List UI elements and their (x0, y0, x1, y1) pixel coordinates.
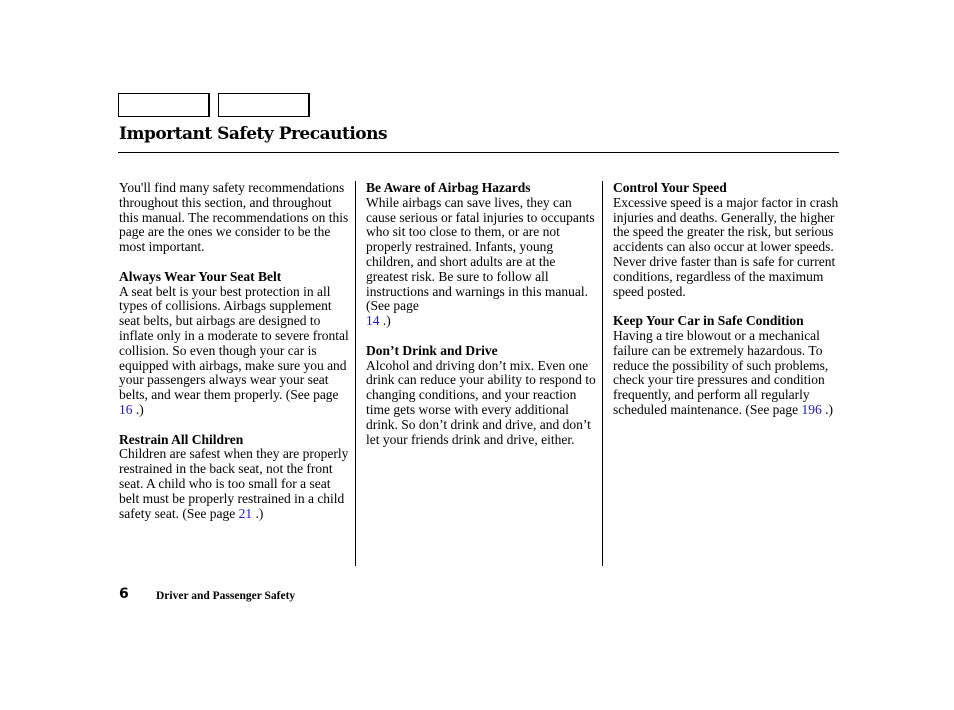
page-title: Important Safety Precautions (119, 124, 388, 144)
seat-belt-body (119, 285, 353, 418)
speed-body: Excessive speed is a major factor in crash injuries and deaths. Generally, the higher the speed the greater the risk, but serious accidents can also occur at lower speeds. Never drive faster than is safe for current conditions, regardless of the maximum speed posted. (613, 194, 839, 299)
column-divider (602, 181, 603, 566)
condition-ref-suffix: .) (821, 401, 834, 417)
airbag-text: While airbags can save lives, they can cause serious or fatal injuries to occupants who sit too close to them, or are not properly restrained. Infants, young children, and short adults are at the greatest risk. Be sure to follow all instructions and warnings in this manual. (See page (366, 194, 595, 314)
condition-section (613, 314, 841, 418)
seat-belt-ref-prefix: (See page (282, 387, 339, 403)
seat-belt-section (119, 270, 353, 418)
condition-text: Having a tire blowout or a mechanical failure can be extremely hazardous. To reduce the possibility of such problems, check your tire pressures and condition frequently, and perform all regularly scheduled maintenance. (See page (613, 327, 829, 417)
condition-page-link[interactable]: 196 (801, 401, 822, 417)
drink-heading: Don’t Drink and Drive (366, 342, 498, 358)
airbag-heading: Be Aware of Airbag Hazards (366, 180, 531, 195)
airbag-page-link[interactable]: 14 (366, 313, 380, 329)
airbag-ref-suffix: .) (379, 313, 391, 329)
column-divider (355, 181, 356, 566)
page-number: 6 (119, 586, 129, 602)
children-ref-suffix: .) (252, 505, 264, 521)
chapter-footer: Driver and Passenger Safety (156, 590, 296, 602)
speed-heading: Control Your Speed (613, 180, 727, 195)
condition-heading: Keep Your Car in Safe Condition (613, 313, 804, 329)
children-page-link[interactable]: 21 (238, 505, 253, 521)
seat-belt-ref-suffix: .) (132, 401, 144, 417)
column-right (613, 181, 841, 433)
drink-body: Alcohol and driving don’t mix. Even one drink can reduce your ability to respond to changing conditions, and your reaction time gets worse with every additional drink. So don’t drink and drive, and don’t let your friends drink and drive, either. (366, 357, 596, 447)
children-section (119, 433, 353, 522)
drink-section (366, 344, 596, 448)
children-text: Children are safest when they are properly restrained in the back seat, not the front seat. A child who is too small for a seat belt must be properly restrained in a child safety seat. (See page (119, 446, 349, 521)
nav-button-next[interactable] (218, 93, 309, 117)
column-middle (366, 181, 596, 462)
children-heading: Restrain All Children (119, 431, 244, 447)
column-left (119, 181, 353, 536)
seat-belt-heading: Always Wear Your Seat Belt (119, 268, 282, 284)
intro-section (119, 181, 353, 255)
speed-section (613, 181, 841, 299)
airbag-body (366, 196, 596, 329)
nav-button-previous[interactable] (118, 93, 209, 117)
airbag-section (366, 181, 596, 329)
children-body (119, 447, 353, 521)
title-rule (118, 152, 839, 153)
seat-belt-text: A seat belt is your best protection in all types of collisions. Airbags supplement seat belts, but airbags are designed to inflate only in a moderate to severe frontal collision. So even though your car is equipped with airbags, make sure you and your passengers always wear your seat belts, and wear them properly. (119, 283, 349, 403)
intro-text: You'll find many safety recommendations throughout this section, and throughout this manual. The recommendations on this page are the ones we consider to be the most important. (119, 180, 349, 255)
seat-belt-page-link[interactable]: 16 (119, 401, 133, 417)
condition-body (613, 329, 841, 418)
